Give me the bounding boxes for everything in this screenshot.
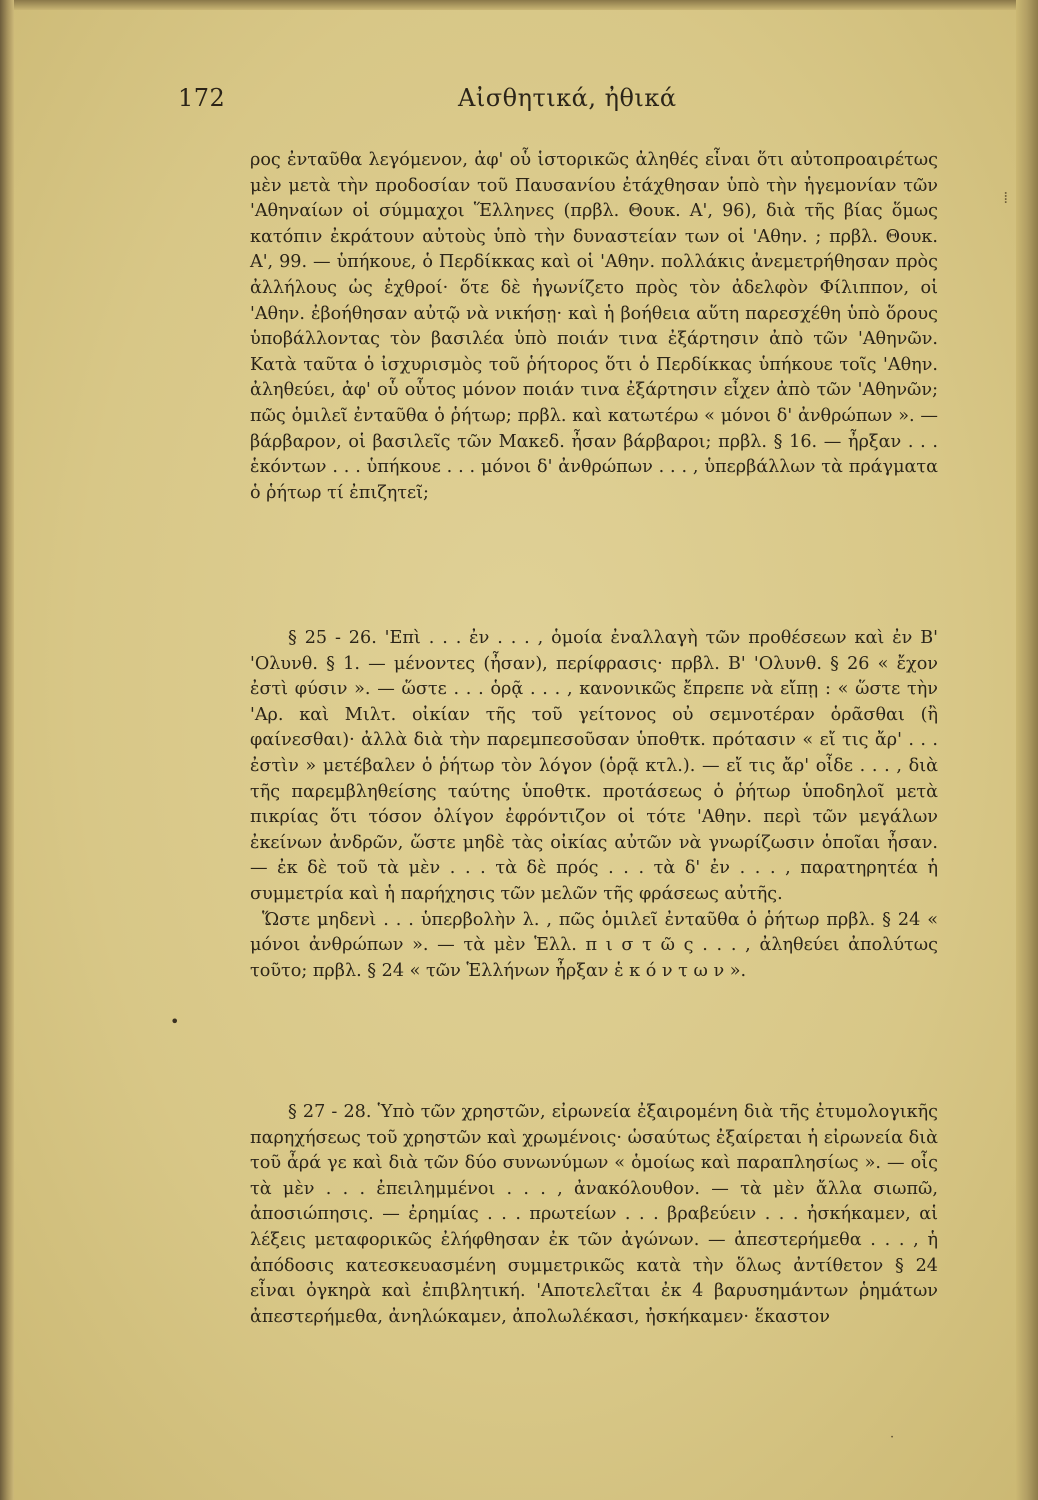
commentary-block-continued [250,148,938,506]
margin-dot-mark: • [170,1012,180,1031]
page-binding-edge [0,0,14,1500]
paragraph-25-26: § 25 - 26. 'Επὶ . . . ἐν . . . , ὁμοία ἐναλλαγὴ τῶν προθέσεων καὶ ἐν Β' 'Ολυνθ. § 1. — μένοντες (ἦσαν), περίφρασις· πρβλ. Β' 'Ολυνθ. § 26 « ἔχον ἐστὶ φύσιν ». — ὥστε . . . ὁρᾷ . . . , κανονικῶς ἔπρεπε νὰ εἴπῃ : « ὥστε τὴν 'Αρ. καὶ Μιλτ. οἰκίαν τῆς τοῦ γείτονος οὐ σεμνοτέραν ὁρᾶσθαι (ἢ φαίνεσθαι)· ἀλλὰ διὰ τὴν παρεμπεσοῦσαν ὑποθτκ. πρότασιν « εἴ τις ἄρ' . . . ἐστὶν » μετέβαλεν ὁ ῥήτωρ τὸν λόγον (ὁρᾷ κτλ.). — εἴ τις ἄρ' οἶδε . . . , διὰ τῆς παρεμβληθείσης ταύτης ὑποθτκ. προτάσεως ὁ ῥήτωρ ὑποδηλοῖ μετὰ πικρίας ὅτι τόσον ὀλίγον ἐφρόντιζον οἱ τότε 'Αθην. περὶ τῶν μεγάλων ἐκείνων ἀνδρῶν, ὥστε μηδὲ τὰς οἰκίας αὐτῶν νὰ γνωρίζωσιν ὁποῖαι ἦσαν. — ἐκ δὲ τοῦ τὰ μὲν . . . τὰ δὲ πρός . . . τὰ δ' ἐν . . . , παρατηρητέα ἡ συμμετρία καὶ ἡ παρήχησις τῶν μελῶν τῆς φράσεως αὐτῆς. [250,628,938,904]
commentary-block-27-28 [250,1100,938,1330]
margin-side-tick: ⁞ [1003,188,1008,207]
commentary-block-25-26 [250,626,938,984]
paragraph-hoste-medeni: Ὥστε μηδενὶ . . . ὑπερβολὴν λ. , πῶς ὁμιλεῖ ἐνταῦθα ὁ ῥήτωρ πρβλ. § 24 « μόνοι ἀνθρώπων ». — τὰ μὲν Ἑλλ. π ι σ τ ῶ ς . . . , ἀληθεύει ἀπολύτως τοῦτο; πρβλ. § 24 « τῶν Ἑλλήνων ἦρξαν ἑ κ ό ν τ ω ν ». [250,909,938,981]
page-top-edge [0,0,1038,10]
page-number: 172 [178,84,226,112]
page-right-edge [1016,0,1038,1500]
paragraph-27-28: § 27 - 28. Ὑπὸ τῶν χρηστῶν, εἰρωνεία ἐξαιρομένη διὰ τῆς ἐτυμολογικῆς παρηχήσεως τοῦ χρηστῶν καὶ χρωμένοις· ὡσαύτως ἐξαίρεται ἡ εἰρωνεία διὰ τοῦ ἆρά γε καὶ διὰ τῶν δύο συνωνύμων « ὁμοίως καὶ παραπλησίως ». — οἷς τὰ μὲν . . . ἐπειλημμένοι . . . , ἀνακόλουθον. — τὰ μὲν ἄλλα σιωπῶ, ἀποσιώπησις. — ἐρημίας . . . πρωτείων . . . βραβεύειν . . . ἠσκήκαμεν, αἱ λέξεις μεταφορικῶς ἐλήφθησαν ἐκ τῶν ἀγώνων. — ἀπεστερήμεθα . . . , ἡ ἀπόδοσις κατεσκευασμένη συμμετρικῶς κατὰ τὴν ὅλως ἀντίθετον § 24 εἶναι ὀγκηρὰ καὶ ἐπιβλητική. 'Αποτελεῖται ἐκ 4 βαρυσημάντων ῥημάτων ἀπεστερήμεθα, ἀνηλώκαμεν, ἀπολωλέκασι, ἠσκήκαμεν· ἕκαστον [250,1102,938,1327]
ink-speck-mark: · [890,1430,895,1445]
running-title: Αἰσθητικά, ἠθικά [458,84,677,112]
paragraph-continued: ρος ἐνταῦθα λεγόμενον, ἀφ' οὗ ἱστορικῶς ἀληθές εἶναι ὅτι αὐτοπροαιρέτως μὲν μετὰ τὴν προδοσίαν τοῦ Παυσανίου ἐτάχθησαν ὑπὸ τὴν ἡγεμονίαν τῶν 'Αθηναίων οἱ σύμμαχοι Ἕλληνες (πρβλ. Θουκ. Α', 96), διὰ τῆς βίας ὅμως κατόπιν ἐκράτουν αὐτοὺς ὑπὸ τὴν δυναστείαν των οἱ 'Αθην. ; πρβλ. Θουκ. Α', 99. — ὑπήκουε, ὁ Περδίκκας καὶ οἱ 'Αθην. πολλάκις ἀνεμετρήθησαν πρὸς ἀλλήλους ὡς ἐχθροί· ὅτε δὲ ἠγωνίζετο πρὸς τὸν ἀδελφὸν Φίλιππον, οἱ 'Αθην. ἐβοήθησαν αὐτῷ νὰ νικήσῃ· καὶ ἡ βοήθεια αὕτη παρεσχέθη ὑπὸ ὅρους ὑποβάλλοντας τὸν βασιλέα ὑπὸ ποιάν τινα ἐξάρτησιν ἀπὸ τῶν 'Αθηνῶν. Κατὰ ταῦτα ὁ ἰσχυρισμὸς τοῦ ῥήτορος ὅτι ὁ Περδίκκας ὑπήκουε τοῖς 'Αθην. ἀληθεύει, ἀφ' οὗ οὗτος μόνον ποιάν τινα ἐξάρτησιν εἶχεν ἀπὸ τῶν 'Αθηνῶν; πῶς ὁμιλεῖ ἐνταῦθα ὁ ῥήτωρ; πρβλ. καὶ κατωτέρω « μόνοι δ' ἀνθρώπων ». — βάρβαρον, οἱ βασιλεῖς τῶν Μακεδ. ἦσαν βάρβαροι; πρβλ. § 16. — ἦρξαν . . . ἑκόντων . . . ὑπήκουε . . . μόνοι δ' ἀνθρώπων . . . , ὑπερβάλλων τὰ πράγματα ὁ ῥήτωρ τί ἐπιζητεῖ; [250,150,938,503]
